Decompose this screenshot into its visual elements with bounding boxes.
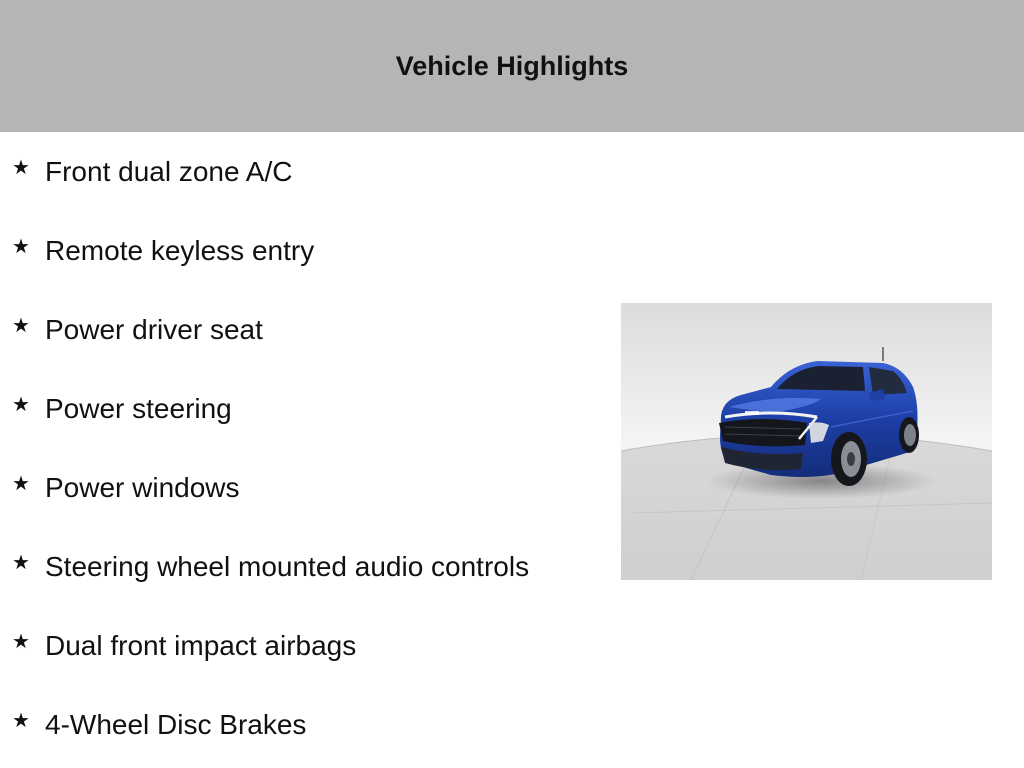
star-icon: ★ xyxy=(12,157,30,179)
suv-illustration xyxy=(621,303,992,580)
feature-label: Dual front impact airbags xyxy=(45,630,357,661)
star-icon: ★ xyxy=(12,315,30,337)
star-icon: ★ xyxy=(12,631,30,653)
feature-label: 4-Wheel Disc Brakes xyxy=(45,709,307,740)
star-icon: ★ xyxy=(12,236,30,258)
feature-label: Remote keyless entry xyxy=(45,235,315,266)
list-item xyxy=(12,705,306,745)
feature-label: Front dual zone A/C xyxy=(45,156,293,187)
list-item xyxy=(12,468,240,508)
list-item xyxy=(12,547,529,587)
page-title: Vehicle Highlights xyxy=(395,50,629,81)
feature-label: Power steering xyxy=(45,393,232,424)
feature-label: Steering wheel mounted audio controls xyxy=(45,551,530,582)
feature-label: Power driver seat xyxy=(45,314,263,345)
feature-label: Power windows xyxy=(45,472,240,503)
vehicle-photo xyxy=(621,303,992,580)
star-icon: ★ xyxy=(12,552,30,574)
star-icon: ★ xyxy=(12,710,30,732)
list-item xyxy=(12,389,232,429)
list-item xyxy=(12,626,356,666)
star-icon: ★ xyxy=(12,394,30,416)
page-header xyxy=(0,0,1024,132)
list-item xyxy=(12,310,263,350)
list-item xyxy=(12,231,314,271)
star-icon: ★ xyxy=(12,473,30,495)
list-item xyxy=(12,152,292,192)
